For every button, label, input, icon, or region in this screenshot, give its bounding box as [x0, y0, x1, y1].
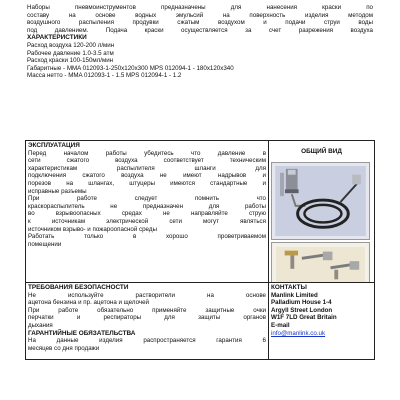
operation-line: источником взрыво- и пожароопасной среды	[28, 225, 157, 233]
intro-section	[27, 4, 373, 80]
operation-heading: ЭКСПЛУАТАЦИЯ	[28, 142, 80, 149]
operation-line: сети сжатого воздуха соответствует техническим	[28, 157, 266, 165]
warranty-line: На данные изделия распространяется гарантия 6	[28, 337, 266, 345]
contact-line: Argyll Street London	[271, 306, 333, 314]
spec-line: Расход воздуха 120-200 л/мин	[27, 41, 115, 49]
info-table	[25, 140, 375, 360]
spray-gun-icon	[272, 243, 369, 282]
operation-cell	[26, 141, 269, 282]
safety-cell	[26, 283, 269, 359]
safety-line: Не используйте растворители на основе	[28, 291, 266, 299]
operation-line: к источникам электрической сети могут являться	[28, 217, 266, 225]
intro-line: составу на основе водных эмульсий на поверхность изделия методом	[27, 11, 373, 19]
spec-line: Расход краски 100-150мл/мин	[27, 57, 114, 65]
spec-line: Габаритные - MMA 012093-1-250х120х300 MPS 012094-1 - 180х120х340	[27, 64, 234, 72]
safety-line: дыхания	[28, 321, 53, 329]
spec-line: Масса нетто - MMA 012093-1 - 1.5 MPS 012094-1 - 1.2	[27, 72, 182, 80]
operation-line: исправные разъемы	[28, 187, 87, 195]
contact-line: W1F 7LD Great Britain	[271, 314, 337, 322]
operation-line: Работать только в хорошо проветриваемом	[28, 233, 266, 241]
operation-line: краскораспылитель не предназначен для работы	[28, 202, 266, 210]
table-row	[26, 141, 374, 282]
product-sheet	[25, 0, 375, 400]
operation-line: помещении	[28, 240, 62, 248]
intro-line: Наборы пневмоинструментов предназначены для нанесения краски по	[27, 4, 373, 11]
product-photo-kit	[271, 162, 370, 240]
operation-line: Перед началом работы убедитесь что давление в	[28, 149, 266, 157]
safety-line: При работе обязательно применяйте защитные очки	[28, 306, 266, 314]
intro-line: под давлением. Подача краски осуществляется за счет разрежения воздуха	[27, 26, 373, 34]
operation-line: во взрывоопасных средах не направляйте струю	[28, 210, 266, 218]
warranty-heading: ГАРАНТИЙНЫЕ ОБЯЗАТЕЛЬСТВА	[28, 329, 136, 337]
safety-heading: ТРЕБОВАНИЯ БЕЗОПАСНОСТИ	[28, 284, 129, 291]
contact-line: E-mail	[271, 321, 290, 329]
specs-heading: ХАРАКТЕРИСТИКИ	[27, 34, 87, 42]
operation-line: характеристикам распылителя шланги для	[28, 164, 266, 172]
safety-line: перчатки и респираторы для защиты органов	[28, 314, 266, 322]
contact-line: Manlink Limited	[271, 291, 318, 299]
intro-line: воздушного распыления продувки сжатым воздухом и подачи струи воды	[27, 19, 373, 27]
contacts-heading: КОНТАКТЫ	[271, 284, 307, 291]
image-cell	[269, 141, 374, 282]
email-link[interactable]: info@manlink.co.uk	[271, 329, 326, 337]
contact-line: Palladium House 1-4	[271, 299, 332, 307]
operation-line: подключения сжатого воздуха не имеют надрывов и	[28, 172, 266, 180]
safety-line: ацетона бензина и пр. ацетона и щелочей	[28, 299, 150, 307]
operation-line: При работе следует помнить что	[28, 195, 266, 203]
spec-line: Рабочее давление 1.0-3.5 атм	[27, 49, 114, 57]
spray-kit-icon	[272, 163, 369, 239]
operation-line: порезов на шлангах, штуцеры имеются стандартные и	[28, 179, 266, 187]
contacts-cell	[269, 283, 374, 359]
image-heading: ОБЩИЙ ВИД	[301, 148, 342, 156]
table-row	[26, 282, 374, 359]
warranty-line: месяцев со дня продажи	[28, 344, 100, 352]
product-photo-guns	[271, 242, 370, 282]
